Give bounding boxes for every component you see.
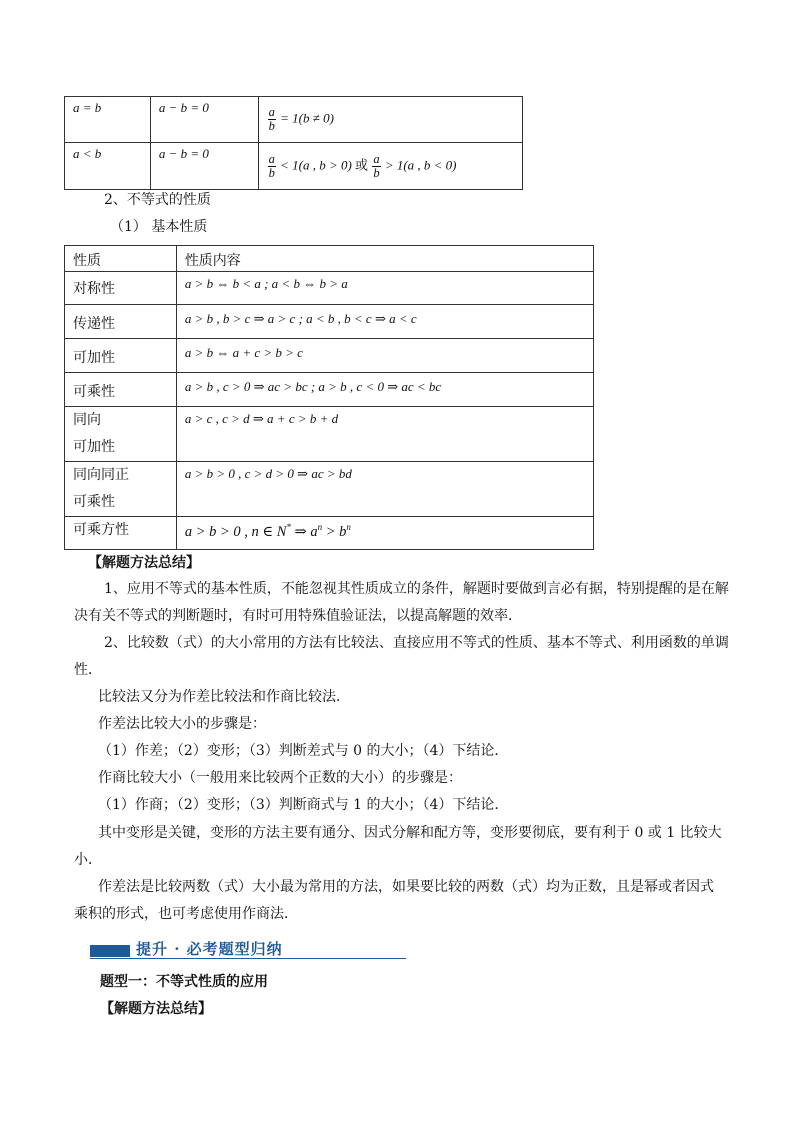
paragraph-line: 2、比较数（式）的大小常用的方法有比较法、直接应用不等式的性质、基本不等式、利用函数的单调 [104, 635, 729, 651]
property-name-cell: 同向同正 可乘性 [65, 462, 177, 517]
summary-heading: 【解题方法总结】 [100, 1001, 212, 1017]
fraction-expression: $\frac{a}{b}$ < 1(a , b > 0) 或 $\frac{a}{b}$ > 1(a , b < 0) [268, 151, 457, 180]
table-row [65, 305, 594, 339]
property-name-cell: 可加性 [65, 339, 177, 373]
table-row [65, 143, 523, 190]
property-content-cell [176, 517, 593, 550]
property-name-cell: 可乘方性 [65, 517, 177, 550]
banner-underline [90, 958, 406, 959]
paragraph-line: 作差法比较大小的步骤是： [98, 716, 266, 732]
table-row [65, 97, 523, 143]
subsection-title: （1） 基本性质 [110, 219, 208, 235]
paragraph-line: （1）作商；（2）变形；（3）判断商式与 1 的大小；（4）下结论． [98, 797, 509, 813]
properties-table [64, 245, 594, 550]
property-name-cell: 同向 可加性 [65, 407, 177, 462]
property-content-cell: a > b > 0 , c > d > 0 ⇒ ac > bd [176, 462, 593, 517]
fraction: $\frac{a}{b}$ [268, 151, 275, 180]
table-header: 性质内容 [176, 246, 593, 272]
property-content-cell: a > b , b > c ⇒ a > c ; a < b , b < c ⇒ a < c [176, 305, 593, 339]
table-row [65, 339, 594, 373]
table-row [65, 407, 594, 462]
property-name-cell: 传递性 [65, 305, 177, 339]
table-cell: a − b = 0 [150, 97, 258, 143]
paragraph-line: 比较法又分为作差比较法和作商比较法． [98, 689, 350, 705]
table-row [65, 517, 594, 550]
paragraph-line: 决有关不等式的判断题时，有时可用特殊值验证法，以提高解题的效率． [74, 608, 522, 624]
property-content-cell: a > b , c > 0 ⇒ ac > bc ; a > b , c < 0 ⇒ ac < bc [176, 373, 593, 407]
section-title: 2、不等式的性质 [104, 192, 211, 208]
table-row [65, 272, 594, 305]
topic-title: 题型一：不等式性质的应用 [100, 974, 268, 990]
paragraph-line: 乘积的形式，也可考虑使用作商法． [74, 906, 298, 922]
section-banner [90, 938, 406, 960]
paragraph-line: 作差法是比较两数（式）大小最为常用的方法，如果要比较的两数（式）均为正数，且是幂或者因式 [98, 879, 714, 895]
table-cell: a < b [65, 143, 151, 190]
property-content-cell: a > c , c > d ⇒ a + c > b + d [176, 407, 593, 462]
table-header-row [65, 246, 594, 272]
property-name-cell: 对称性 [65, 272, 177, 305]
table-cell: a − b = 0 [150, 143, 258, 190]
table-row [65, 373, 594, 407]
summary-heading: 【解题方法总结】 [88, 555, 200, 571]
paragraph-line: （1）作差；（2）变形；（3）判断差式与 0 的大小；（4）下结论． [98, 743, 509, 759]
fraction: $\frac{a}{b}$ [268, 105, 275, 133]
table-cell [258, 97, 522, 143]
banner-bar [90, 945, 130, 957]
paragraph-line: 性． [74, 662, 102, 678]
paragraph-line: 小． [74, 852, 102, 868]
property-content-cell: a > b ⇔ b < a ; a < b ⇔ b > a [176, 272, 593, 305]
table-cell: a = b [65, 97, 151, 143]
table-header: 性质 [65, 246, 177, 272]
paragraph-line: 1、应用不等式的基本性质，不能忽视其性质成立的条件，解题时要做到言必有据，特别提醒的是在解 [104, 581, 729, 597]
power-expression: a > b > 0 , n ∈ N* ⇒ $a^n > b^n$ [184, 522, 351, 540]
property-name-cell: 可乘性 [65, 373, 177, 407]
relation-table [64, 96, 523, 190]
table-cell [258, 143, 522, 190]
fraction-expression: $\frac{a}{b}$ = 1(b ≠ 0) [268, 105, 334, 133]
property-content-cell: a > b ⇔ a + c > b > c [176, 339, 593, 373]
banner-title: 提升 · 必考题型归纳 [136, 940, 283, 958]
paragraph-line: 其中变形是关键，变形的方法主要有通分、因式分解和配方等，变形要彻底，要有利于 0 或 1 比较大 [98, 825, 722, 841]
paragraph-line: 作商比较大小（一般用来比较两个正数的大小）的步骤是： [98, 770, 462, 786]
table-row [65, 462, 594, 517]
fraction: $\frac{a}{b}$ [373, 151, 380, 180]
